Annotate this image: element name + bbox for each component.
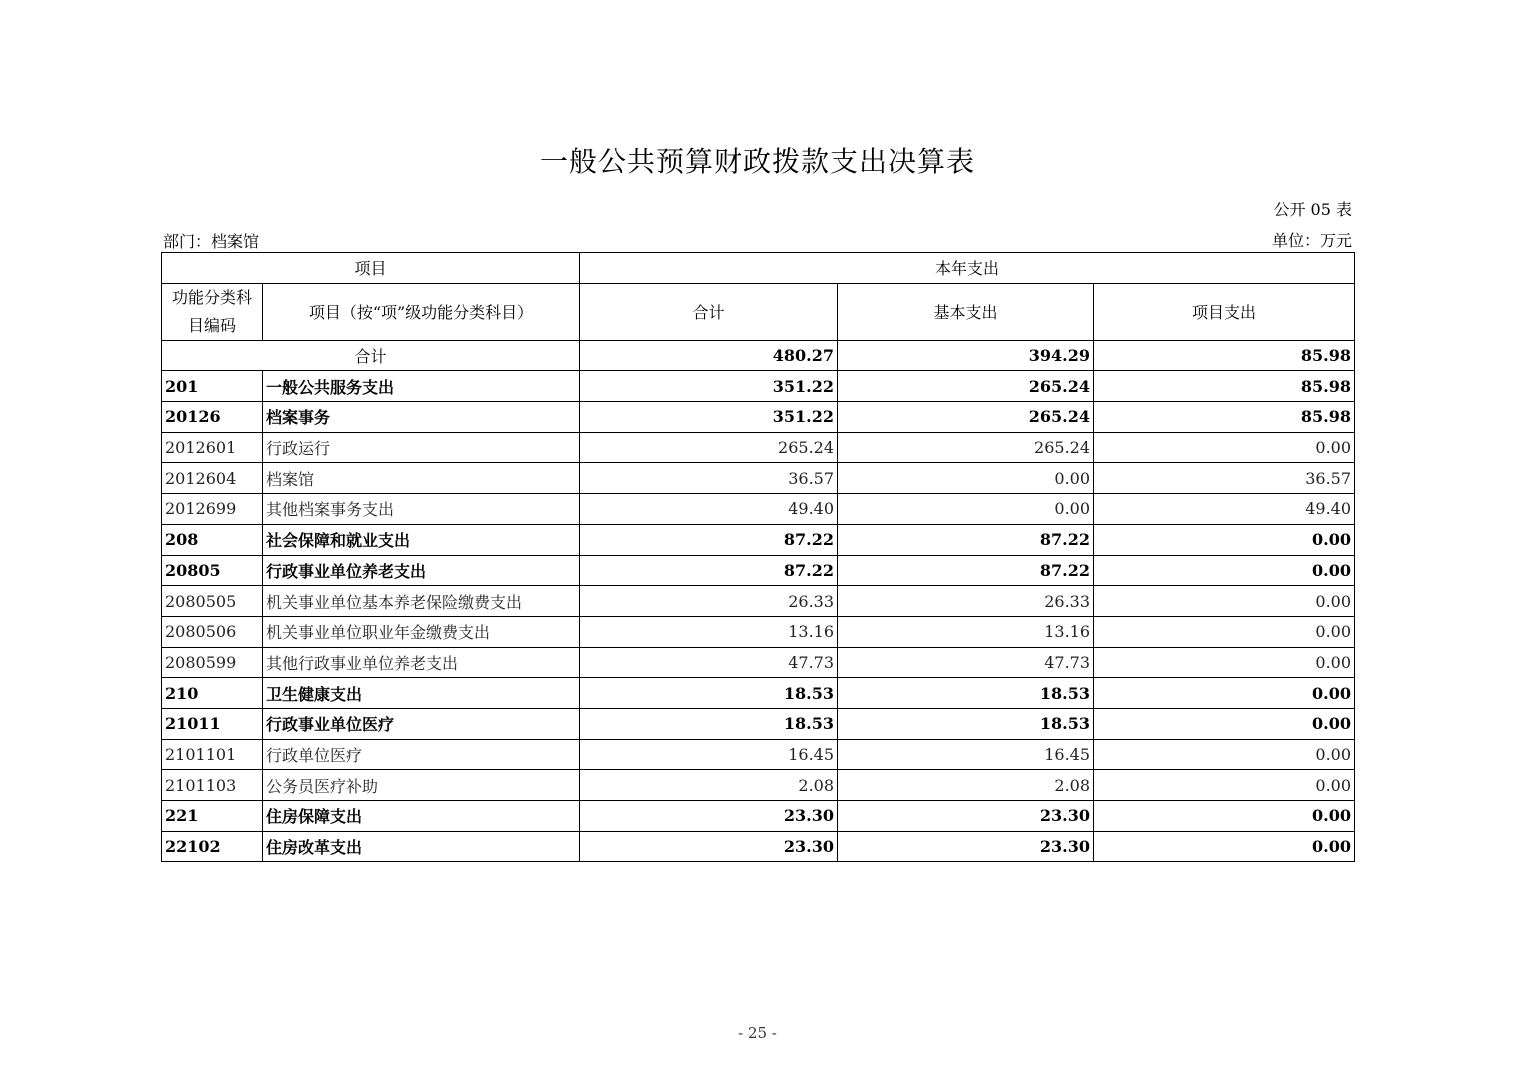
total-row-label: 合计 [162, 340, 580, 371]
row-basic: 23.30 [838, 831, 1094, 862]
row-name: 一般公共服务支出 [263, 371, 580, 402]
header-basic: 基本支出 [838, 283, 1094, 340]
row-total: 47.73 [580, 647, 838, 678]
row-basic: 16.45 [838, 739, 1094, 770]
row-project: 85.98 [1094, 402, 1355, 433]
row-total: 18.53 [580, 708, 838, 739]
row-project: 85.98 [1094, 371, 1355, 402]
row-total: 16.45 [580, 739, 838, 770]
row-basic: 265.24 [838, 371, 1094, 402]
header-name: 项目（按“项”级功能分类科目） [263, 283, 580, 340]
row-project: 0.00 [1094, 831, 1355, 862]
row-total: 351.22 [580, 402, 838, 433]
row-project: 0.00 [1094, 616, 1355, 647]
table-row [162, 647, 1355, 678]
header-total: 合计 [580, 283, 838, 340]
total-row-total: 480.27 [580, 340, 838, 371]
row-name: 行政运行 [263, 432, 580, 463]
row-code: 20126 [162, 402, 263, 433]
row-basic: 13.16 [838, 616, 1094, 647]
table-row [162, 555, 1355, 586]
row-basic: 0.00 [838, 494, 1094, 525]
total-row [162, 340, 1355, 371]
row-name: 档案事务 [263, 402, 580, 433]
row-project: 0.00 [1094, 524, 1355, 555]
row-basic: 87.22 [838, 555, 1094, 586]
row-total: 13.16 [580, 616, 838, 647]
row-total: 351.22 [580, 371, 838, 402]
unit-label: 单位：万元 [1271, 231, 1352, 250]
table-row [162, 831, 1355, 862]
row-total: 2.08 [580, 770, 838, 801]
row-basic: 0.00 [838, 463, 1094, 494]
row-name: 机关事业单位职业年金缴费支出 [263, 616, 580, 647]
row-basic: 18.53 [838, 678, 1094, 709]
row-code: 22102 [162, 831, 263, 862]
row-project: 0.00 [1094, 678, 1355, 709]
table-row [162, 494, 1355, 525]
row-total: 23.30 [580, 831, 838, 862]
row-code: 2012604 [162, 463, 263, 494]
row-name: 行政事业单位医疗 [263, 708, 580, 739]
row-name: 行政单位医疗 [263, 739, 580, 770]
row-total: 265.24 [580, 432, 838, 463]
row-name: 机关事业单位基本养老保险缴费支出 [263, 586, 580, 617]
row-project: 0.00 [1094, 770, 1355, 801]
table-row [162, 432, 1355, 463]
row-code: 208 [162, 524, 263, 555]
row-total: 87.22 [580, 555, 838, 586]
row-code: 201 [162, 371, 263, 402]
table-row [162, 708, 1355, 739]
form-number: 公开 05 表 [1273, 200, 1352, 219]
row-name: 社会保障和就业支出 [263, 524, 580, 555]
row-project: 0.00 [1094, 586, 1355, 617]
row-total: 36.57 [580, 463, 838, 494]
row-total: 18.53 [580, 678, 838, 709]
department-label: 部门：档案馆 [163, 232, 260, 251]
row-code: 210 [162, 678, 263, 709]
row-name: 其他行政事业单位养老支出 [263, 647, 580, 678]
row-total: 87.22 [580, 524, 838, 555]
row-name: 住房改革支出 [263, 831, 580, 862]
row-project: 0.00 [1094, 555, 1355, 586]
total-row-basic: 394.29 [838, 340, 1094, 371]
row-project: 0.00 [1094, 708, 1355, 739]
row-basic: 87.22 [838, 524, 1094, 555]
row-name: 行政事业单位养老支出 [263, 555, 580, 586]
row-project: 0.00 [1094, 647, 1355, 678]
row-code: 2080505 [162, 586, 263, 617]
row-name: 卫生健康支出 [263, 678, 580, 709]
table-row [162, 678, 1355, 709]
row-basic: 265.24 [838, 432, 1094, 463]
row-name: 住房保障支出 [263, 801, 580, 832]
row-code: 2080599 [162, 647, 263, 678]
row-code: 20805 [162, 555, 263, 586]
table-row [162, 463, 1355, 494]
table-row [162, 402, 1355, 433]
row-basic: 23.30 [838, 801, 1094, 832]
row-name: 其他档案事务支出 [263, 494, 580, 525]
row-total: 23.30 [580, 801, 838, 832]
expenditure-table [161, 252, 1355, 862]
row-code: 2101101 [162, 739, 263, 770]
header-current-year: 本年支出 [580, 253, 1355, 284]
row-basic: 18.53 [838, 708, 1094, 739]
row-code: 2080506 [162, 616, 263, 647]
header-item: 项目 [162, 253, 580, 284]
page-number: - 25 - [738, 1024, 777, 1042]
row-project: 36.57 [1094, 463, 1355, 494]
row-basic: 47.73 [838, 647, 1094, 678]
row-total: 26.33 [580, 586, 838, 617]
row-name: 公务员医疗补助 [263, 770, 580, 801]
row-code: 221 [162, 801, 263, 832]
row-basic: 265.24 [838, 402, 1094, 433]
row-code: 2101103 [162, 770, 263, 801]
table-row [162, 739, 1355, 770]
header-project: 项目支出 [1094, 283, 1355, 340]
row-project: 0.00 [1094, 432, 1355, 463]
row-project: 0.00 [1094, 801, 1355, 832]
row-basic: 2.08 [838, 770, 1094, 801]
row-basic: 26.33 [838, 586, 1094, 617]
table-row [162, 371, 1355, 402]
row-code: 21011 [162, 708, 263, 739]
row-code: 2012699 [162, 494, 263, 525]
table-row [162, 616, 1355, 647]
table-row [162, 801, 1355, 832]
page-title: 一般公共预算财政拨款支出决算表 [539, 145, 975, 178]
total-row-project: 85.98 [1094, 340, 1355, 371]
table-row [162, 524, 1355, 555]
row-code: 2012601 [162, 432, 263, 463]
row-project: 0.00 [1094, 739, 1355, 770]
row-project: 49.40 [1094, 494, 1355, 525]
header-code: 功能分类科目编码 [162, 283, 263, 340]
table-row [162, 770, 1355, 801]
row-name: 档案馆 [263, 463, 580, 494]
row-total: 49.40 [580, 494, 838, 525]
table-row [162, 586, 1355, 617]
